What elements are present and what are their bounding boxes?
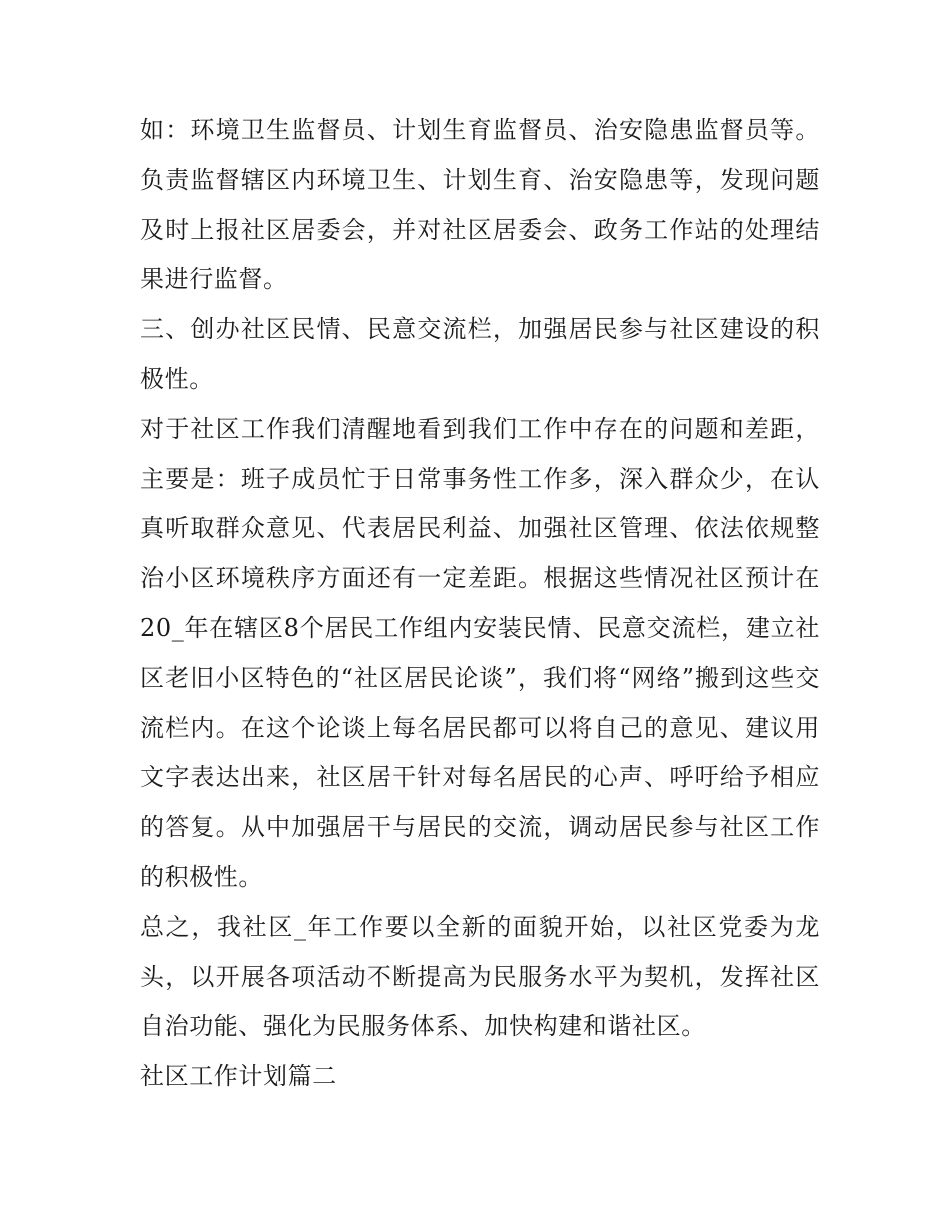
section-title-plan-two: 社区工作计划篇二 (140, 1062, 337, 1091)
paragraph-section-three-heading: 三、创办社区民情、民意交流栏，加强居民参与社区建设的积极性。 (140, 315, 820, 393)
paragraph-problems-and-plan: 对于社区工作我们清醒地看到我们工作中存在的问题和差距，主要是：班子成员忙于日常事务性工作多，深入群众少，在认真听取群众意见、代表居民利益、加强社区管理、依法依规整治小区环境秩序方面还有一定差距。根据这些情况社区预计在20_年在辖区8个居民工作组内安装民情、民意交流栏，建立社区老旧小区特色的“社区居民论谈”，我们将“网络”搬到这些交流栏内。在这个论谈上每名居民都可以将自己的意见、建议用文字表达出来，社区居干针对每名居民的心声、呼吁给予相应的答复。从中加强居干与居民的交流，调动居民参与社区工作的积极性。 (140, 414, 820, 891)
paragraph-supervisors: 如：环境卫生监督员、计划生育监督员、治安隐患监督员等。负责监督辖区内环境卫生、计划生育、治安隐患等，发现问题及时上报社区居委会，并对社区居委会、政务工作站的处理结果进行监督。 (140, 116, 820, 294)
document-body (140, 106, 820, 1102)
paragraph-conclusion: 总之，我社区_年工作要以全新的面貌开始，以社区党委为龙头，以开展各项活动不断提高为民服务水平为契机，发挥社区自治功能、强化为民服务体系、加快构建和谐社区。 (140, 912, 820, 1041)
